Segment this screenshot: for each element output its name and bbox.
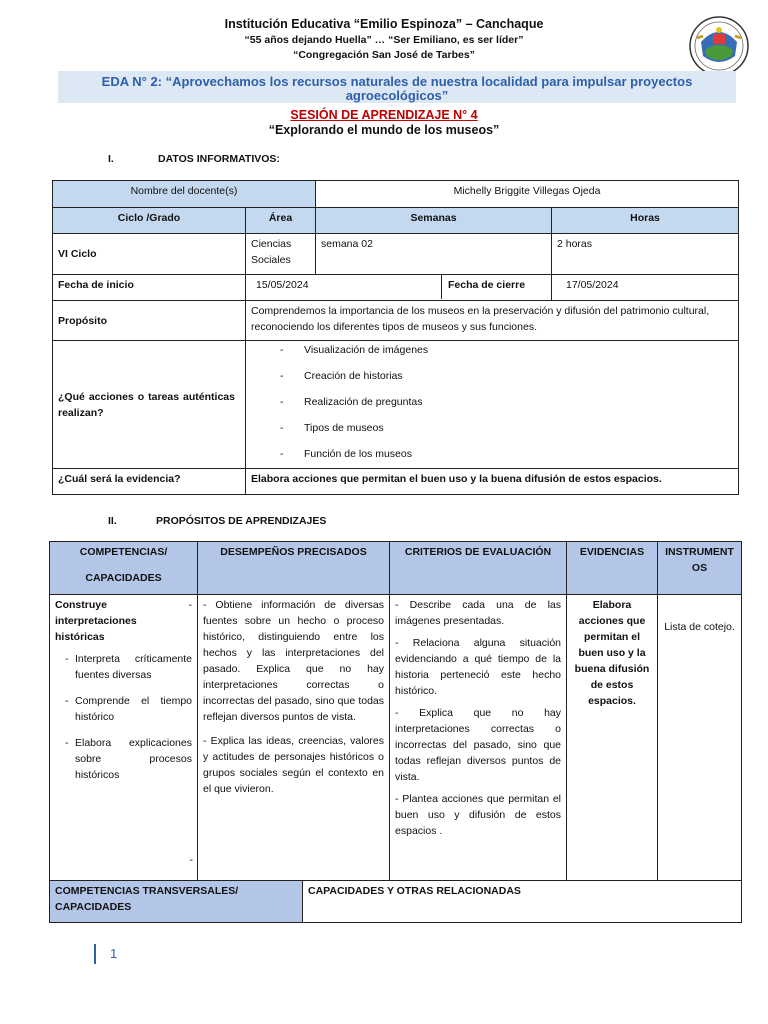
desempenos-cell xyxy=(198,595,390,881)
eda-title: EDA N° 2: “Aprovechamos los recursos naturales de nuestra localidad para impulsar proyectos agroecológicos” xyxy=(101,74,693,103)
page-number: 1 xyxy=(94,944,117,964)
ciclo-header: Ciclo /Grado xyxy=(53,208,246,234)
competencia-dash: - xyxy=(188,599,192,611)
desempeno-item: - Explica las ideas, creencias, valores y actitudes de personajes históricos o grupos sociales según el contexto en el que vivieron. xyxy=(203,735,385,795)
semanas-header: Semanas xyxy=(316,208,552,234)
capacidades-otras-cell: CAPACIDADES Y OTRAS RELACIONADAS xyxy=(303,881,742,923)
propositos-table xyxy=(49,541,742,923)
section2-number: II. xyxy=(108,515,117,527)
criterios-cell xyxy=(390,595,567,881)
capacidad-item: - Interpreta críticamente fuentes diversas xyxy=(75,651,192,683)
docente-label: Nombre del docente(s) xyxy=(53,181,316,208)
accion-item: - Tipos de museos xyxy=(304,420,733,436)
competencia-cell xyxy=(50,595,198,881)
fecha-inicio-label: Fecha de inicio xyxy=(53,275,246,301)
competencias-header xyxy=(50,542,198,595)
competencia-name: Construye interpretaciones históricas xyxy=(55,599,137,643)
section2-title: PROPÓSITOS DE APRENDIZAJES xyxy=(156,515,327,527)
horas-value: 2 horas xyxy=(552,234,739,275)
criterio-item: - Explica que no hay interpretaciones correctas o incorrectas del pasado, sino que todas reflejan diversos puntos de vista. xyxy=(395,707,562,783)
accion-item: - Función de los museos xyxy=(304,446,733,462)
competencias-header-line1: COMPETENCIAS/ xyxy=(79,546,168,558)
area-value: Ciencias Sociales xyxy=(246,234,316,275)
accion-item: - Realización de preguntas xyxy=(304,394,733,410)
datos-table xyxy=(52,180,739,495)
acciones-cell xyxy=(246,341,739,469)
accion-item: - Creación de historias xyxy=(304,368,733,384)
institution-name: Institución Educativa “Emilio Espinoza” – Canchaque xyxy=(224,17,544,31)
acciones-label: ¿Qué acciones o tareas auténticas realizan? xyxy=(53,341,246,469)
transversales-cell: COMPETENCIAS TRANSVERSALES/ CAPACIDADES xyxy=(50,881,303,923)
horas-header: Horas xyxy=(552,208,739,234)
evidencia-cell: Elabora acciones que permitan el buen uso y la buena difusión de estos espacios. xyxy=(567,595,658,881)
criterios-header: CRITERIOS DE EVALUACIÓN xyxy=(390,542,567,595)
fecha-cierre-value: 17/05/2024 xyxy=(552,275,739,301)
evidencias-header: EVIDENCIAS xyxy=(567,542,658,595)
criterio-item: - Plantea acciones que permitan el buen uso y difusión de estos espacios . xyxy=(395,793,562,837)
congregation-name: “Congregación San José de Tarbes” xyxy=(293,49,475,61)
school-motto: “55 años dejando Huella” … “Ser Emiliano, es ser líder” xyxy=(244,34,524,46)
instrumento-cell: Lista de cotejo. xyxy=(658,595,742,881)
session-title: SESIÓN DE APRENDIZAJE N° 4 xyxy=(290,108,478,122)
fecha-cierre-label: Fecha de cierre xyxy=(448,279,526,291)
capacidad-item: - Elabora explicaciones sobre procesos históricos xyxy=(75,735,192,783)
fecha-inicio-value: 15/05/2024 xyxy=(246,275,442,299)
capacidad-item: - Comprende el tiempo histórico xyxy=(75,693,192,725)
semana-value: semana 02 xyxy=(316,234,552,275)
ciclo-value: VI Ciclo xyxy=(53,234,246,275)
instrumentos-header: INSTRUMENTOS xyxy=(658,542,742,595)
section1-number: I. xyxy=(108,153,114,165)
evidencia-label: ¿Cuál será la evidencia? xyxy=(53,469,246,495)
desempenos-header: DESEMPEÑOS PRECISADOS xyxy=(198,542,390,595)
criterio-item: - Relaciona alguna situación evidenciando a qué tiempo de la historia perteneció este hecho histórico. xyxy=(395,637,562,697)
criterio-item: - Describe cada una de las imágenes presentadas. xyxy=(395,599,562,627)
school-logo xyxy=(689,16,749,76)
session-subtitle: “Explorando el mundo de los museos” xyxy=(268,123,500,137)
proposito-value: Comprendemos la importancia de los museos en la preservación y difusión del patrimonio cultural, reconociendo los diferentes tipos de museos y sus funciones. xyxy=(246,301,739,341)
competencias-header-line2: CAPACIDADES xyxy=(85,572,162,584)
eda-banner xyxy=(58,71,736,103)
docente-value: Michelly Briggite Villegas Ojeda xyxy=(316,181,739,208)
desempeno-item: - Obtiene información de diversas fuentes sobre un hecho o proceso histórico, distinguiendo entre los hechos y las interpretaciones del pasado. Explica que no hay interpretaciones correctas o incorrectas del pasado, sino que todas reflejan diversos puntos de vista. xyxy=(203,599,385,723)
area-header: Área xyxy=(246,208,316,234)
fecha-row-middle xyxy=(246,275,552,301)
proposito-label: Propósito xyxy=(53,301,246,341)
capacidades-end-dash: - xyxy=(189,854,193,866)
evidencia-value: Elabora acciones que permitan el buen uso y la buena difusión de estos espacios. xyxy=(246,469,739,495)
section1-title: DATOS INFORMATIVOS: xyxy=(158,153,280,165)
accion-item: - Visualización de imágenes xyxy=(304,342,733,358)
